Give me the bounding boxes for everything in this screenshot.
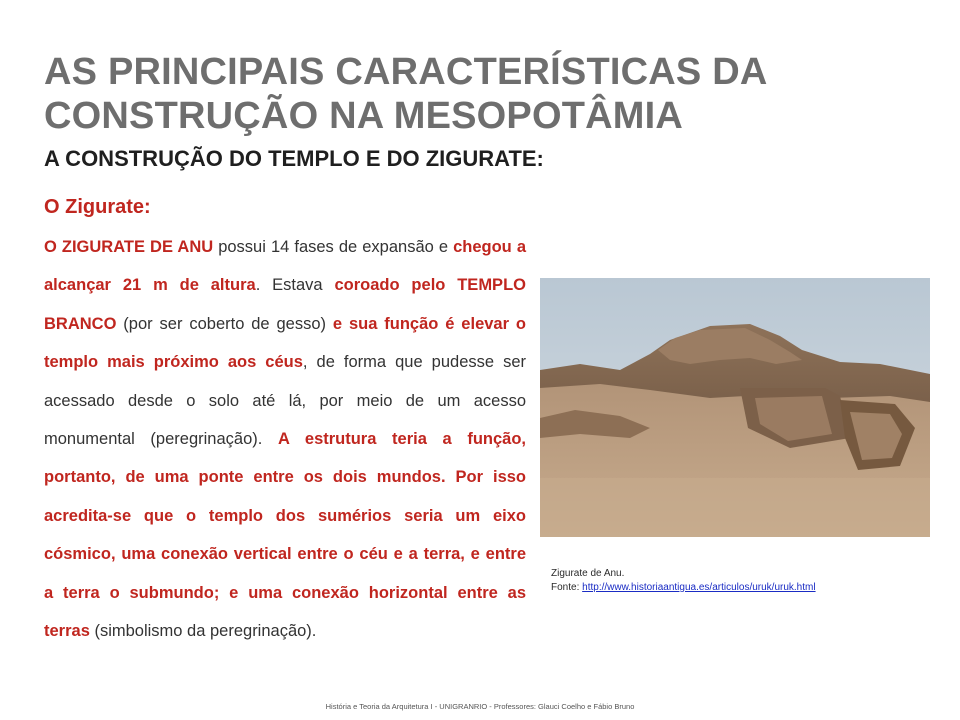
text-run: possui 14 fases de expansão e	[213, 238, 454, 256]
slide-title	[44, 50, 924, 138]
body-paragraph	[44, 228, 526, 650]
section-heading: O Zigurate:	[44, 196, 151, 218]
slide-subtitle: A CONSTRUÇÃO DO TEMPLO E DO ZIGURATE:	[44, 146, 544, 171]
text-run: (simbolismo da peregrinação).	[89, 622, 317, 641]
text-run: coroado pelo TEMPLO BRANCO	[44, 276, 526, 333]
ziggurat-photo	[540, 278, 930, 537]
text-run: chegou a alcançar 21 m de altura	[44, 238, 526, 295]
text-run: e sua função é elevar o templo mais próximo aos céus	[44, 314, 526, 372]
caption-source	[551, 581, 816, 595]
slide-title-line-2: CONSTRUÇÃO NA MESOPOTÂMIA	[44, 95, 684, 137]
photo-caption	[551, 567, 816, 595]
text-run: (por ser coberto de gesso)	[116, 314, 333, 333]
text-run: A estrutura teria a função, portanto, de uma ponte entre os dois mundos. Por isso acredita-se que o templo dos sumérios seria um eixo cósmico, uma conexão vertical entre o céu e a terra, e entre a terra o submundo; e uma conexão horizontal entre as terras	[44, 430, 526, 641]
text-run: , de forma que pudesse ser acessado desde o solo até lá, por meio de um acesso monumental (peregrinação).	[44, 353, 526, 449]
slide-footer: História e Teoria da Arquitetura I - UNIGRANRIO - Professores: Glauci Coelho e Fábio Bruno	[325, 702, 635, 711]
source-prefix: Fonte:	[551, 582, 583, 593]
slide-title-line-1: AS PRINCIPAIS CARACTERÍSTICAS DA	[44, 51, 768, 93]
text-run: . Estava	[255, 276, 335, 295]
text-run: O ZIGURATE DE ANU	[44, 238, 214, 256]
caption-line: Zigurate de Anu.	[551, 568, 625, 579]
source-link[interactable]: http://www.historiaantigua.es/articulos/uruk/uruk.html	[582, 582, 816, 593]
